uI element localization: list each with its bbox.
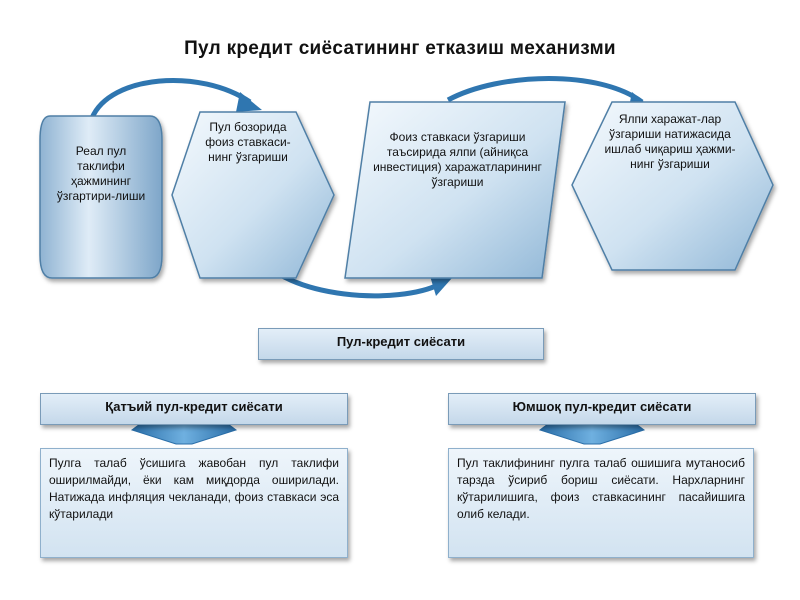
step1-text: Реал пул таклифи ҳажмининг ўзгартири-лиши — [56, 144, 146, 203]
soft-policy-text: Пул таклифининг пулга талаб ошишига мутаносиб тарзда ўсириб бориш сиёсати. Нархларнинг кўтарилишига, фоиз ставкасининг пасайишига олиб келади. — [448, 448, 754, 558]
step3-shape — [345, 102, 565, 278]
curved-arrow-top-2 — [448, 79, 642, 103]
step4-text: Ялпи харажат-лар ўзгариши натижасида ишлаб чиқариш ҳажми-нинг ўзгариши — [604, 112, 736, 171]
step2-text: Пул бозорида фоиз ставкаси-нинг ўзгариши — [205, 120, 291, 164]
down-arrow-left — [132, 424, 236, 444]
arrowhead-bottom — [430, 276, 452, 296]
policy-main-bar: Пул-кредит сиёсати — [258, 328, 544, 360]
soft-policy-bar: Юмшоқ пул-кредит сиёсати — [448, 393, 756, 425]
page-title: Пул кредит сиёсатининг етказиш механизми — [184, 38, 616, 59]
tight-policy-text: Пулга талаб ўсишига жавобан пул таклифи оширилмайди, ёки кам миқдорда оширилади. Натижада инфляция чекланади, фоиз ставкаси эса кўтарилади — [40, 448, 348, 558]
arrowhead-top-1 — [236, 92, 262, 112]
step3-text: Фоиз ставкаси ўзгариши таъсирида ялпи (айниқса инвестиция) харажатларининг ўзгариши — [373, 130, 542, 189]
tight-policy-bar: Қатъий пул-кредит сиёсати — [40, 393, 348, 425]
down-arrow-right — [540, 424, 644, 444]
